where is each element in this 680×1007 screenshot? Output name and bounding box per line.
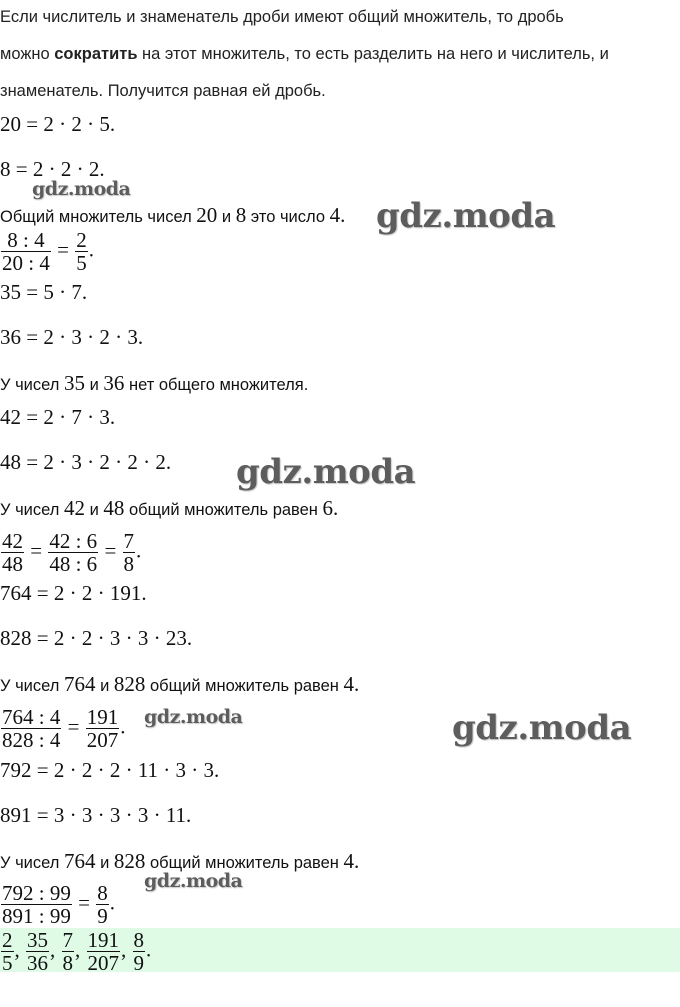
text-segment: Общий множитель чисел: [0, 208, 197, 226]
fraction-equation-4: $\frac{764 : 4}{828 : 4}$ = $\frac{191}{207}$ .: [2, 705, 126, 753]
numerator: 42 : 6: [49, 529, 98, 553]
keyword-reduce: сократить: [54, 45, 138, 63]
watermark-logo: gdz.moda: [32, 178, 131, 200]
denominator: 8: [62, 951, 73, 976]
numerator: 764 : 4: [2, 705, 61, 729]
answer-fraction: [1, 929, 14, 974]
fraction-equation-1: $\frac{8 : 4}{20 : 4}$ = $\frac{2}{5}$ .: [2, 228, 94, 276]
equation-8: 8 = 2 · 2 · 2.: [0, 157, 105, 181]
fraction: [1, 882, 72, 927]
text-segment: общий множитель равен: [124, 501, 323, 519]
intro-line-1: Если числитель и знаменатель дроби имеют общий множитель, то дробь: [0, 8, 564, 26]
fraction: [1, 229, 51, 274]
text-segment: У чисел: [0, 677, 64, 695]
answer-fractions: $\frac{2}{5}$ , $\frac{35}{36}$ , $\frac{7}{8}$ , $\frac{191}{207}$ , $\frac{8}{9}$ .: [2, 928, 152, 976]
number: 4: [343, 849, 354, 873]
punctuation: .: [354, 849, 360, 873]
text-segment: и: [95, 677, 114, 695]
denominator: 207: [87, 951, 119, 976]
equation-792: 792 = 2 · 2 · 2 · 11 · 3 · 3.: [0, 758, 220, 782]
denominator: 5: [2, 951, 13, 976]
text-segment: общий множитель равен: [145, 854, 344, 872]
intro-line-2-end: на этот множитель, то есть разделить на него и числитель, и: [137, 45, 609, 63]
no-common-factor-text: [0, 371, 308, 396]
watermark-logo: gdz.moda: [144, 870, 243, 892]
equation-35: 35 = 5 · 7.: [0, 280, 88, 304]
intro-line-3: знаменатель. Получится равная ей дробь.: [0, 82, 326, 100]
fraction: [1, 706, 61, 751]
equation-36: 36 = 2 · 3 · 2 · 3.: [0, 325, 144, 349]
fraction: [75, 229, 88, 274]
text-segment: общий множитель равен: [145, 677, 344, 695]
watermark-logo: gdz.moda: [452, 708, 632, 748]
denominator: 891 : 99: [2, 904, 71, 929]
denominator: 20 : 4: [2, 251, 50, 276]
number: 828: [113, 672, 146, 696]
equation-20: 20 = 2 · 2 · 5.: [0, 112, 116, 136]
numerator: 8: [97, 881, 108, 905]
answer-fraction: [133, 929, 146, 974]
equation-828: 828 = 2 · 2 · 3 · 3 · 23.: [0, 626, 193, 650]
numerator: 7: [62, 928, 73, 952]
denominator: 48 : 6: [49, 552, 98, 577]
common-factor-text-1: [0, 203, 345, 228]
numerator: 35: [27, 928, 48, 952]
numerator: 792 : 99: [2, 881, 71, 905]
number: 48: [103, 496, 125, 520]
number: 35: [63, 371, 85, 395]
number: 36: [103, 371, 125, 395]
number: 764: [63, 849, 96, 873]
denominator: 207: [86, 728, 119, 753]
answer-fraction: [26, 929, 49, 974]
denominator: 828 : 4: [2, 728, 61, 753]
fraction-equation-5: $\frac{792 : 99}{891 : 99}$ = $\frac{8}{9}$ .: [2, 881, 115, 929]
fraction: [96, 882, 109, 927]
number: 42: [63, 496, 85, 520]
answer-fraction: [87, 929, 121, 974]
punctuation: .: [333, 496, 339, 520]
number: 8: [235, 203, 247, 227]
intro-line-2: [0, 45, 609, 64]
text-segment: У чисел: [0, 501, 64, 519]
text-segment: и: [84, 376, 104, 394]
number: 4: [343, 672, 354, 696]
fraction: [48, 530, 98, 575]
number: 828: [113, 849, 146, 873]
numerator: 191: [87, 928, 119, 952]
watermark-logo: gdz.moda: [376, 196, 556, 236]
number: 6: [322, 496, 333, 520]
equation-764: 764 = 2 · 2 · 191.: [0, 581, 147, 605]
numerator: 7: [123, 529, 135, 553]
intro-line-2-start: можно: [0, 45, 55, 63]
numerator: 2: [76, 228, 87, 252]
text-segment: это число: [246, 208, 330, 226]
denominator: 8: [123, 552, 135, 577]
equation-48: 48 = 2 · 3 · 2 · 2 · 2.: [0, 450, 172, 474]
punctuation: .: [340, 203, 346, 227]
watermark-logo: gdz.moda: [236, 452, 416, 492]
text-segment: нет общего множителя.: [124, 376, 309, 394]
denominator: 9: [97, 904, 108, 929]
text-segment: У чисел: [0, 376, 64, 394]
text-segment: и: [217, 208, 236, 226]
text-segment: У чисел: [0, 854, 64, 872]
common-factor-text-3: [0, 496, 338, 521]
number: 4: [329, 203, 341, 227]
denominator: 5: [76, 251, 87, 276]
text-segment: и: [95, 854, 114, 872]
equation-891: 891 = 3 · 3 · 3 · 3 · 11.: [0, 803, 192, 827]
answer-fraction: [62, 929, 75, 974]
numerator: 8 : 4: [1, 229, 51, 252]
denominator: 36: [27, 951, 48, 976]
fraction: [86, 706, 120, 751]
fraction-equation-3: $\frac{42}{48}$ = $\frac{42 : 6}{48 : 6}$ = $\frac{7}{8}$ .: [2, 529, 142, 577]
numerator: 2: [2, 928, 13, 952]
number: 764: [63, 672, 96, 696]
fraction: [1, 530, 24, 575]
text-segment: и: [84, 501, 104, 519]
punctuation: .: [354, 672, 360, 696]
number: 20: [196, 203, 218, 227]
equation-42: 42 = 2 · 7 · 3.: [0, 405, 116, 429]
fraction: [123, 530, 136, 575]
denominator: 48: [2, 552, 23, 577]
numerator: 191: [86, 705, 119, 729]
numerator: 8: [133, 928, 144, 952]
numerator: 42: [2, 529, 23, 553]
common-factor-text-4: [0, 672, 359, 697]
watermark-logo: gdz.moda: [144, 706, 243, 728]
denominator: 9: [133, 951, 144, 976]
